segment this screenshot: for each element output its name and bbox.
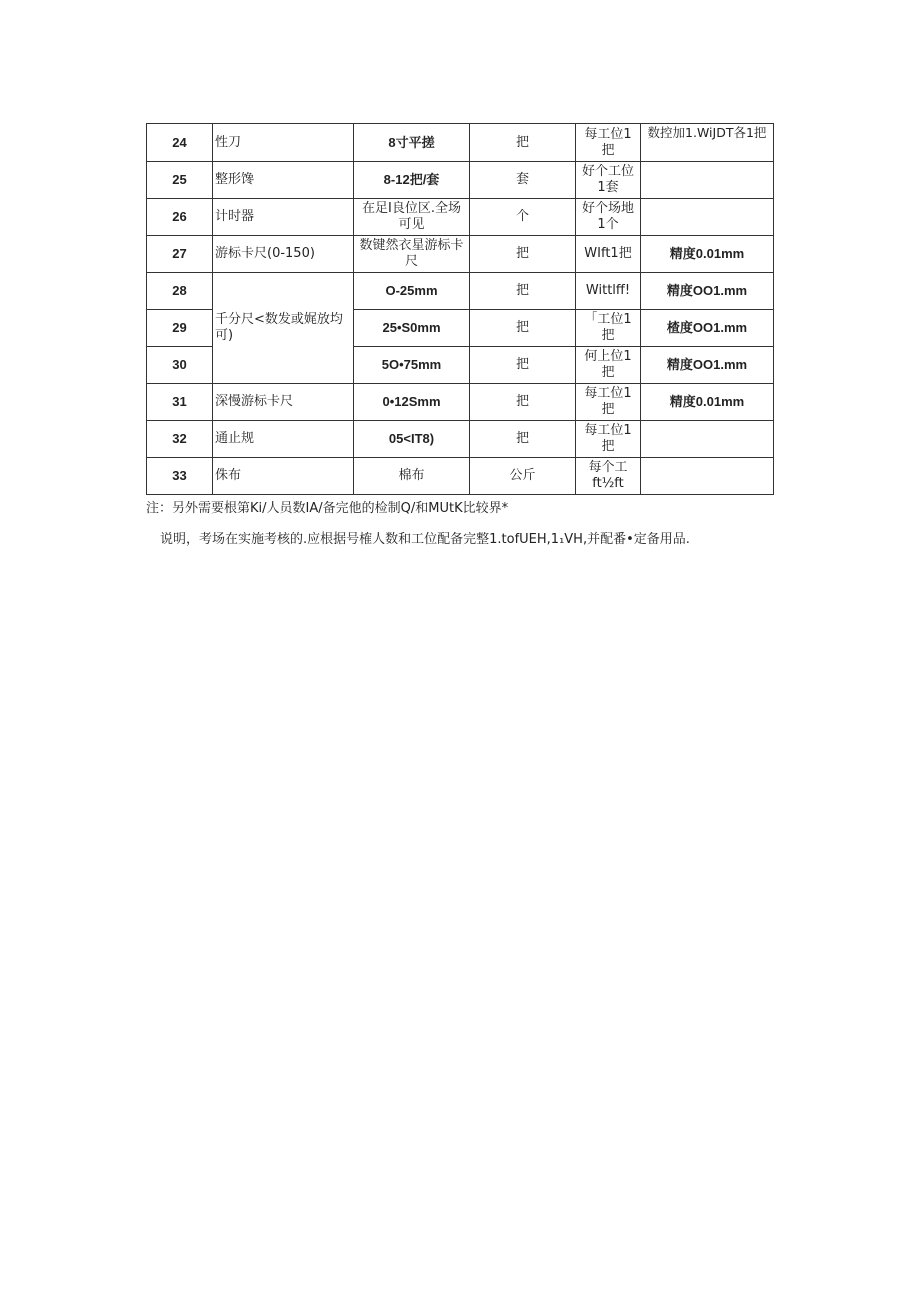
item-name: 千分尺<数发或娓放均可) [213,273,354,384]
row-number: 26 [147,199,213,236]
item-spec: O-25mm [354,273,470,310]
row-number: 28 [147,273,213,310]
item-unit: 公斤 [470,458,576,495]
item-note [641,162,774,199]
item-spec: 25•S0mm [354,310,470,347]
row-number: 29 [147,310,213,347]
row-number: 31 [147,384,213,421]
item-quantity: 每个工ft½ft [576,458,641,495]
item-note: 精度0.01mm [641,384,774,421]
item-quantity: 每工位1把 [576,124,641,162]
item-name: 通止规 [213,421,354,458]
item-spec: 5O•75mm [354,347,470,384]
item-quantity: 每工位1把 [576,421,641,458]
item-name: 游标卡尺(0-150) [213,236,354,273]
item-spec: 8-12把/套 [354,162,470,199]
item-unit: 把 [470,421,576,458]
item-spec: 在足I良位区.全场可见 [354,199,470,236]
item-note: 楂度OO1.mm [641,310,774,347]
table-row [147,458,774,495]
table-row [147,236,774,273]
item-name: 性刀 [213,124,354,162]
table-row [147,199,774,236]
item-name: 计时器 [213,199,354,236]
item-quantity: WIft1把 [576,236,641,273]
item-quantity: 好个场地1个 [576,199,641,236]
item-quantity: Wittlff! [576,273,641,310]
item-note [641,199,774,236]
item-name: 深慢游标卡尺 [213,384,354,421]
table-row [147,124,774,162]
item-spec: 8寸平搓 [354,124,470,162]
item-note: 精度OO1.mm [641,347,774,384]
item-unit: 个 [470,199,576,236]
item-note [641,421,774,458]
row-number: 33 [147,458,213,495]
row-number: 30 [147,347,213,384]
table-row [147,384,774,421]
item-spec: 数键然衣星游标卡尺 [354,236,470,273]
item-unit: 把 [470,124,576,162]
item-unit: 把 [470,273,576,310]
item-spec: 棉布 [354,458,470,495]
item-note: 精度0.01mm [641,236,774,273]
table-row [147,421,774,458]
table-row [147,162,774,199]
explanation-text: 说明，考场在实施考核的.应根据号榷人数和工位配备完整1.tofUEH,1₁VH,并配番•定备用品. [160,532,690,547]
item-note [641,458,774,495]
item-unit: 把 [470,236,576,273]
item-quantity: 好个工位1套 [576,162,641,199]
item-spec: 05<IT8) [354,421,470,458]
item-quantity: 何上位1把 [576,347,641,384]
item-name: 侏布 [213,458,354,495]
row-number: 27 [147,236,213,273]
row-number: 32 [147,421,213,458]
item-unit: 把 [470,310,576,347]
row-number: 25 [147,162,213,199]
row-number: 24 [147,124,213,162]
item-note: 数控加1.WiJDT各1把 [641,124,774,162]
table-row [147,273,774,310]
item-quantity: 「工位1把 [576,310,641,347]
item-spec: 0•12Smm [354,384,470,421]
item-name: 整形馋 [213,162,354,199]
equipment-table [146,123,774,495]
item-unit: 套 [470,162,576,199]
table-footnote: 注：另外需要根第Ki/人员数IA/备完他的检制Q/和MUtK比较界* [146,501,509,516]
item-unit: 把 [470,347,576,384]
item-quantity: 每工位1把 [576,384,641,421]
item-note: 精度OO1.mm [641,273,774,310]
item-unit: 把 [470,384,576,421]
